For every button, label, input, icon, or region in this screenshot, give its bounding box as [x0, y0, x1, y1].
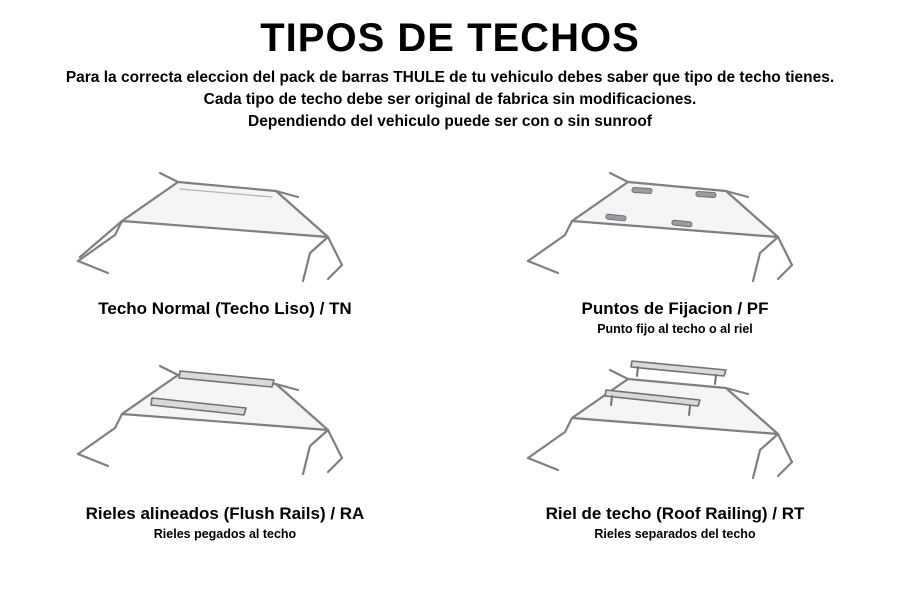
roof-type-caption-rt: Riel de techo (Roof Railing) / RT	[545, 504, 805, 523]
car-roof-railing-icon	[510, 346, 840, 496]
intro-line-3: Dependiendo del vehiculo puede ser con o sin sunroof	[248, 113, 652, 130]
roof-type-card-tn	[0, 161, 450, 346]
roof-type-caption-pf: Puntos de Fijacion / PF	[581, 299, 769, 318]
roof-types-grid	[0, 161, 900, 611]
roof-types-infographic	[0, 16, 900, 616]
car-roof-flushrails-icon	[60, 346, 390, 496]
roof-type-subcaption-pf: Punto fijo al techo o al riel	[597, 322, 753, 336]
roof-type-caption-ra: Rieles alineados (Flush Rails) / RA	[85, 504, 365, 523]
car-roof-plain-icon	[60, 161, 390, 291]
roof-type-card-pf	[450, 161, 900, 346]
roof-type-subcaption-ra: Rieles pegados al techo	[153, 527, 297, 541]
car-roof-fixpoints-icon	[510, 161, 840, 291]
page-title: TIPOS DE TECHOS	[260, 16, 640, 60]
roof-type-caption-tn: Techo Normal (Techo Liso) / TN	[98, 299, 352, 318]
roof-type-card-ra	[0, 346, 450, 546]
intro-line-2: Cada tipo de techo debe ser original de fabrica sin modificaciones.	[203, 91, 697, 108]
roof-type-card-rt	[450, 346, 900, 546]
intro-line-1: Para la correcta eleccion del pack de barras THULE de tu vehiculo debes saber que tipo de techo tienes.	[65, 69, 835, 86]
intro-text	[20, 67, 880, 133]
roof-type-subcaption-rt: Rieles separados del techo	[594, 527, 756, 541]
